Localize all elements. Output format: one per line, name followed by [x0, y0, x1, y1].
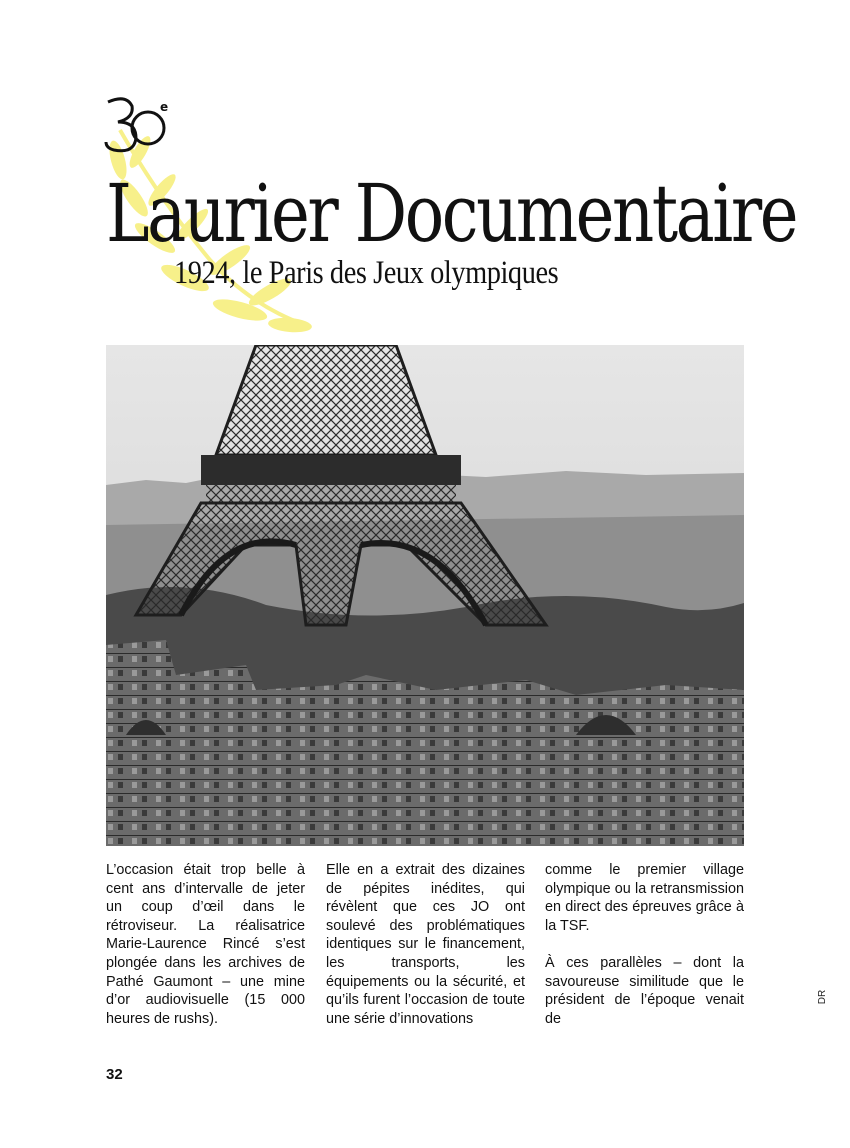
text-column-1	[106, 861, 305, 1028]
page-number: 32	[106, 1066, 123, 1083]
column-2-paragraph: Elle en a extrait des dizaines de pépites inédites, qui révèlent que ces JO ont soulevé des problématiques identiques sur le financement, les transports, les équipements ou la sécurité, et qu’ils furent l’occasion de toute une série d’innovations	[326, 862, 525, 1027]
page-subtitle: 1924, le Paris des Jeux olympiques	[174, 255, 559, 291]
photo-illustration	[106, 345, 744, 846]
column-3-paragraph-2: À ces parallèles – dont la savoureuse similitude que le président de l’époque venait de	[545, 954, 744, 1027]
photo-credit: DR	[817, 989, 828, 1005]
column-3-paragraph-1: comme le premier village olympique ou la retransmission en direct des épreuves grâce à la TSF.	[545, 862, 744, 934]
text-column-2	[326, 861, 525, 1028]
page-title: Laurier Documentaire	[106, 167, 797, 260]
edition-suffix: e	[160, 100, 169, 114]
column-1-paragraph: L’occasion était trop belle à cent ans d’intervalle de jeter un coup d’œil dans le rétroviseur. La réalisatrice Marie-Laurence Rincé s’est plongée dans les archives de Pathé Gaumont – une mine d’or audiovisuelle (15 000 heures de rushs).	[106, 862, 305, 1027]
text-column-3	[545, 861, 744, 1028]
eiffel-tower-archive-photo	[106, 345, 744, 846]
